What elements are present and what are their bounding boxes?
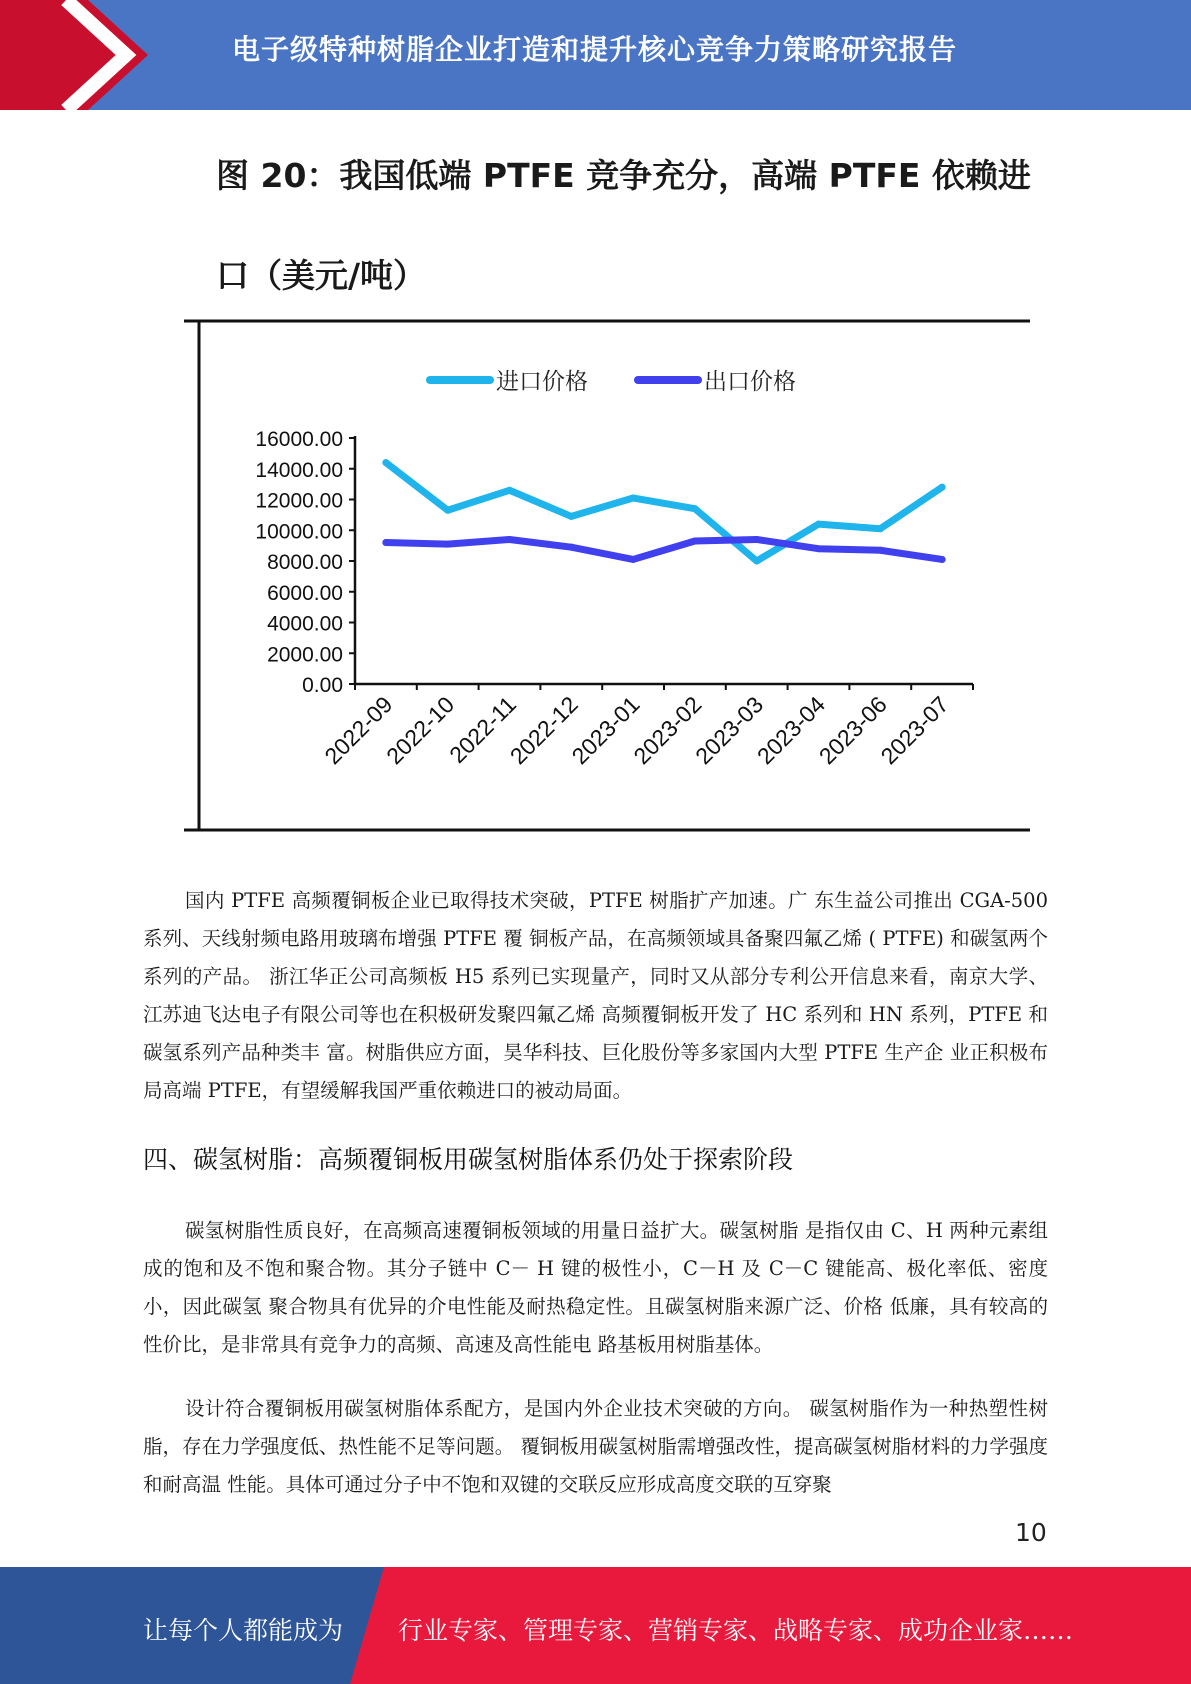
data-point bbox=[753, 558, 760, 565]
x-tick-label: 2023-02 bbox=[628, 691, 707, 770]
data-point bbox=[444, 507, 451, 514]
y-tick-label: 14000.00 bbox=[255, 458, 343, 482]
x-tick-label: 2022-11 bbox=[444, 691, 522, 769]
data-point bbox=[506, 536, 513, 543]
y-tick-label: 16000.00 bbox=[255, 428, 343, 451]
data-point bbox=[753, 536, 760, 543]
footer-slogan-right: 行业专家、管理专家、营销专家、战略专家、成功企业家…… bbox=[398, 1616, 1074, 1645]
data-point bbox=[877, 547, 884, 554]
data-point bbox=[815, 545, 822, 552]
ptfe-price-line-chart bbox=[182, 318, 1032, 833]
data-point bbox=[939, 556, 946, 563]
page-number: 10 bbox=[1015, 1518, 1047, 1547]
paragraph-resin-formulation: 设计符合覆铜板用碳氢树脂体系配方，是国内外企业技术突破的方向。 碳氢树脂作为一种热塑性树脂，存在力学强度低、热性能不足等问题。 覆铜板用碳氢树脂需增强改性，提高碳氢树脂材料的力学强度和耐高温 性能。具体可通过分子中不饱和双键的交联反应形成高度交联的互穿聚 bbox=[143, 1397, 1048, 1496]
data-point bbox=[382, 539, 389, 546]
red-arrow-icon bbox=[0, 0, 160, 110]
data-point bbox=[382, 459, 389, 466]
x-tick-label: 2023-06 bbox=[813, 691, 892, 770]
data-point bbox=[506, 487, 513, 494]
footer-slogan-left: 让每个人都能成为 bbox=[143, 1616, 344, 1645]
legend-label: 出口价格 bbox=[704, 369, 796, 395]
x-tick-label: 2023-04 bbox=[751, 691, 831, 770]
section-heading: 四、碳氢树脂：高频覆铜板用碳氢树脂体系仍处于探索阶段 bbox=[143, 1145, 794, 1174]
data-point bbox=[568, 544, 575, 551]
y-tick-label: 0.00 bbox=[302, 674, 343, 697]
y-tick-label: 4000.00 bbox=[267, 612, 343, 636]
y-tick-label: 10000.00 bbox=[255, 520, 343, 544]
data-point bbox=[691, 505, 698, 512]
report-header bbox=[0, 0, 1191, 110]
data-point bbox=[815, 521, 822, 528]
data-point bbox=[444, 541, 451, 548]
data-point bbox=[939, 484, 946, 491]
data-point bbox=[630, 494, 637, 501]
report-title: 电子级特种树脂企业打造和提升核心竞争力策略研究报告 bbox=[232, 33, 958, 66]
legend-label: 进口价格 bbox=[496, 369, 588, 395]
figure-title-line1: 图 20：我国低端 PTFE 竞争充分，高端 PTFE 依赖进 bbox=[216, 156, 1031, 195]
x-tick-label: 2023-03 bbox=[690, 691, 769, 770]
x-tick-label: 2023-07 bbox=[875, 691, 954, 770]
paragraph-ptfe: 国内 PTFE 高频覆铜板企业已取得技术突破，PTFE 树脂扩产加速。广 东生益公司推出 CGA-500 系列、天线射频电路用玻璃布增强 PTFE 覆 铜板产品，在高频领域具备聚四氟乙烯 ( PTFE) 和碳氢两个系列的产品。 浙江华正公司高频板 H5 系列已实现量产，同时又从部分专利公开信息来看，南京大学、江苏迪飞达电子有限公司等也在积极研发聚四氟乙烯 高频覆铜板开发了 HC 系列和 HN 系列，PTFE 和碳氢系列产品种类丰 富。树脂供应方面，昊华科技、巨化股份等多家国内大型 PTFE 生产企 业正积极布局高端 PTFE，有望缓解我国严重依赖进口的被动局面。 bbox=[143, 889, 1048, 1102]
y-tick-label: 6000.00 bbox=[267, 581, 343, 605]
y-tick-label: 12000.00 bbox=[255, 489, 343, 513]
data-point bbox=[630, 556, 637, 563]
data-point bbox=[877, 525, 884, 532]
chart-axes bbox=[255, 428, 973, 769]
chart-series bbox=[382, 459, 945, 564]
y-tick-label: 8000.00 bbox=[267, 551, 343, 574]
data-point bbox=[691, 538, 698, 545]
series-line-2 bbox=[386, 539, 942, 559]
figure-title-line2: 口（美元/吨） bbox=[216, 256, 427, 295]
chart-legend bbox=[430, 369, 796, 395]
x-tick-label: 2022-10 bbox=[381, 691, 460, 770]
y-tick-label: 2000.00 bbox=[267, 643, 343, 667]
x-tick-label: 2022-12 bbox=[504, 691, 583, 770]
data-point bbox=[568, 513, 575, 520]
paragraph-hydrocarbon-resin: 碳氢树脂性质良好，在高频高速覆铜板领域的用量日益扩大。碳氢树脂 是指仅由 C、H 两种元素组成的饱和及不饱和聚合物。其分子链中 C－ H 键的极性小，C－H 及 C－C 键能高、极化率低、密度小，因此碳氢 聚合物具有优异的介电性能及耐热稳定性。且碳氢树脂来源广泛、价格 低廉，具有较高的性价比，是非常具有竞争力的高频、高速及高性能电 路基板用树脂基体。 bbox=[143, 1219, 1048, 1356]
report-footer bbox=[0, 1567, 1191, 1684]
x-tick-label: 2022-09 bbox=[319, 691, 398, 770]
x-tick-label: 2023-01 bbox=[566, 691, 645, 770]
